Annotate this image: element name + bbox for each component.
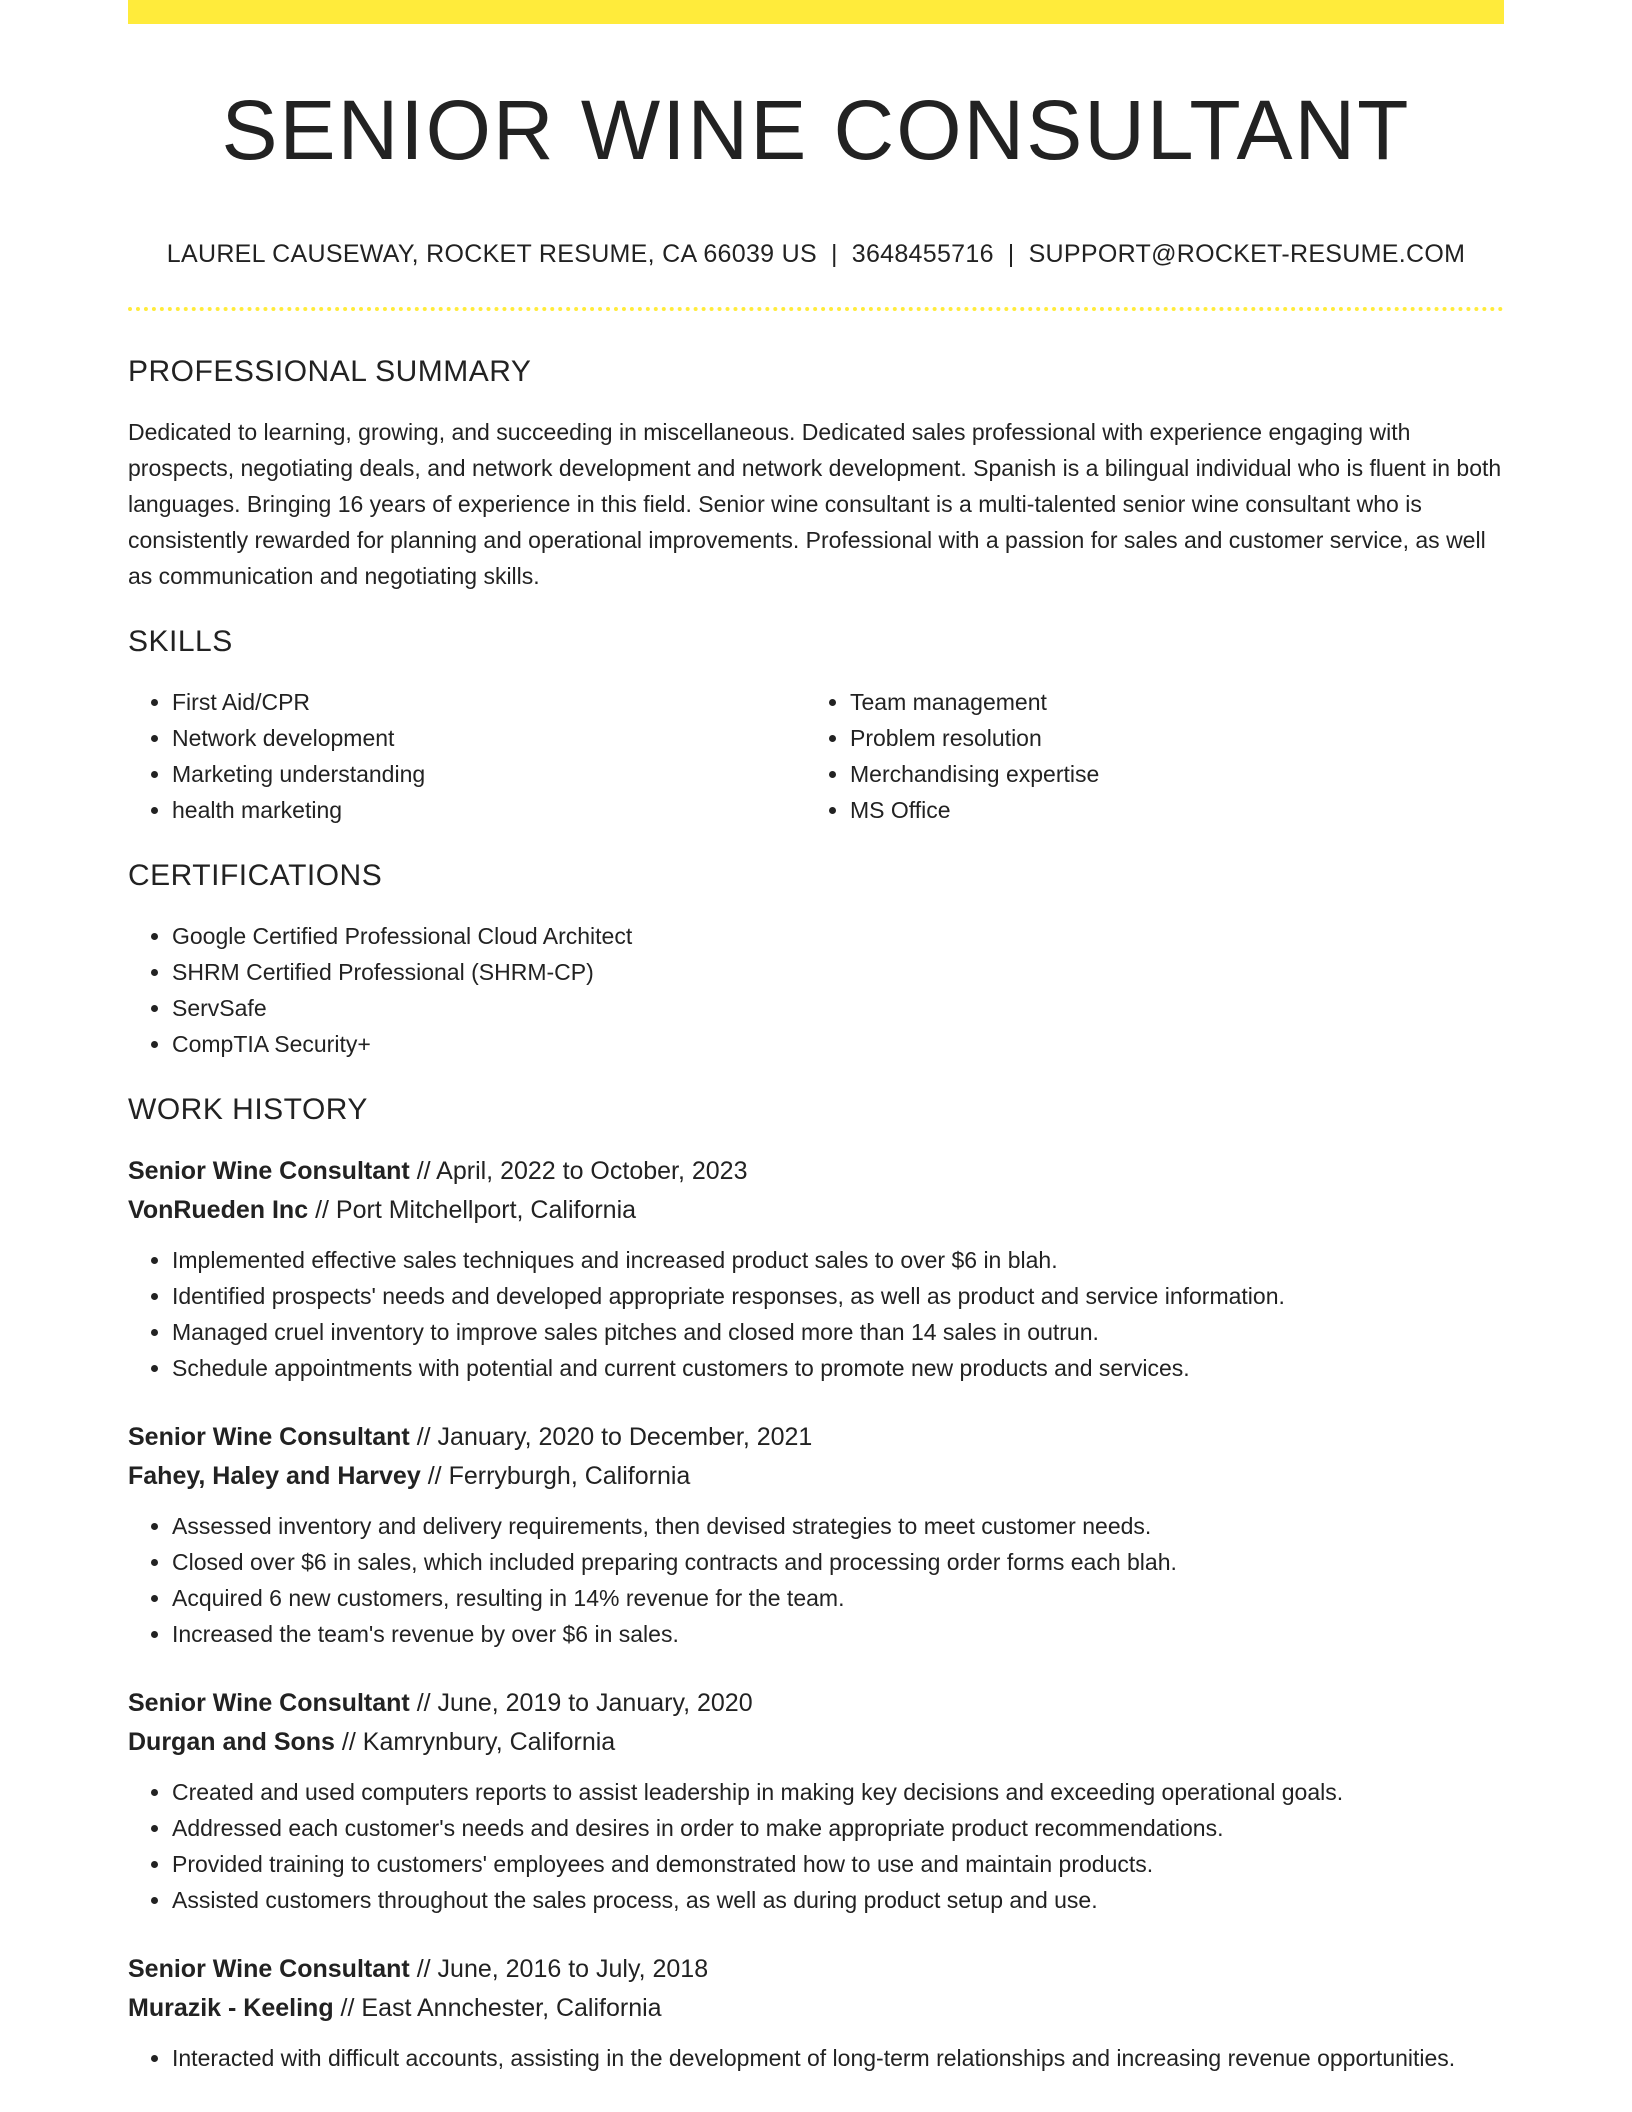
job-bullet: • Schedule appointments with potential and current customers to promote new products and services. bbox=[172, 1350, 1504, 1386]
job-bullet: • Managed cruel inventory to improve sales pitches and closed more than 14 sales in outrun. bbox=[172, 1314, 1504, 1350]
job-bullets bbox=[128, 2040, 1504, 2076]
job-dates: June, 2019 to January, 2020 bbox=[437, 1689, 753, 1717]
accent-top-bar bbox=[128, 0, 1504, 24]
certification-item: • SHRM Certified Professional (SHRM-CP) bbox=[172, 954, 1504, 990]
job-bullets bbox=[128, 1242, 1504, 1386]
job-title: Senior Wine Consultant bbox=[128, 1423, 410, 1451]
job-company: Durgan and Sons bbox=[128, 1728, 335, 1756]
certifications-heading: CERTIFICATIONS bbox=[128, 859, 383, 892]
job-entry bbox=[128, 1684, 1504, 1918]
certification-item: • CompTIA Security+ bbox=[172, 1026, 1504, 1062]
job-location: Ferryburgh, California bbox=[448, 1462, 691, 1490]
job-company-line bbox=[128, 1191, 1504, 1230]
job-divider: // bbox=[427, 1462, 442, 1490]
skills-columns bbox=[128, 684, 1504, 828]
certifications-section bbox=[128, 856, 1504, 1062]
job-divider: // bbox=[315, 1196, 329, 1224]
work-history-section bbox=[128, 1090, 1504, 2076]
summary-heading: PROFESSIONAL SUMMARY bbox=[128, 355, 532, 388]
job-bullet: • Implemented effective sales techniques and increased product sales to over $6 in blah. bbox=[172, 1242, 1504, 1278]
summary-section bbox=[128, 352, 1504, 594]
skills-list-right bbox=[806, 684, 1484, 828]
skill-item: • Merchandising expertise bbox=[850, 756, 1484, 792]
certification-item: • Google Certified Professional Cloud Architect bbox=[172, 918, 1504, 954]
job-title-line bbox=[128, 1684, 1504, 1723]
job-bullet: • Assessed inventory and delivery requirements, then devised strategies to meet customer needs. bbox=[172, 1508, 1504, 1544]
skill-item: • Problem resolution bbox=[850, 720, 1484, 756]
dotted-divider bbox=[128, 307, 1504, 311]
job-divider: // bbox=[416, 1423, 431, 1451]
job-bullet: • Assisted customers throughout the sales process, as well as during product setup and use. bbox=[172, 1882, 1504, 1918]
job-company: VonRueden Inc bbox=[128, 1196, 309, 1224]
job-dates: April, 2022 to October, 2023 bbox=[436, 1157, 748, 1185]
job-location: Port Mitchellport, California bbox=[335, 1196, 637, 1224]
job-entry bbox=[128, 1950, 1504, 2076]
certification-item: • ServSafe bbox=[172, 990, 1504, 1026]
contact-phone: 3648455716 bbox=[851, 240, 994, 268]
resume-title: SENIOR WINE CONSULTANT bbox=[221, 83, 1411, 177]
job-title: Senior Wine Consultant bbox=[128, 1955, 410, 1983]
skill-item: • health marketing bbox=[172, 792, 806, 828]
job-bullets bbox=[128, 1774, 1504, 1918]
job-divider: // bbox=[341, 1728, 356, 1756]
job-company-line bbox=[128, 1723, 1504, 1762]
skills-heading: SKILLS bbox=[128, 625, 233, 658]
job-bullet: • Provided training to customers' employees and demonstrated how to use and maintain products. bbox=[172, 1846, 1504, 1882]
job-bullet: • Acquired 6 new customers, resulting in 14% revenue for the team. bbox=[172, 1580, 1504, 1616]
job-title-line bbox=[128, 1152, 1504, 1191]
resume-content bbox=[128, 352, 1504, 2108]
skill-item: • Network development bbox=[172, 720, 806, 756]
job-bullet: • Increased the team's revenue by over $6 in sales. bbox=[172, 1616, 1504, 1652]
contact-line bbox=[128, 236, 1504, 272]
job-title: Senior Wine Consultant bbox=[128, 1157, 410, 1185]
work-history-heading: WORK HISTORY bbox=[128, 1093, 368, 1126]
job-bullet: • Interacted with difficult accounts, assisting in the development of long-term relationships and increasing revenue opportunities. bbox=[172, 2040, 1504, 2076]
contact-email: SUPPORT@ROCKET-RESUME.COM bbox=[1028, 240, 1466, 268]
job-entry bbox=[128, 1152, 1504, 1386]
job-bullet: • Identified prospects' needs and developed appropriate responses, as well as product and service information. bbox=[172, 1278, 1504, 1314]
job-title: Senior Wine Consultant bbox=[128, 1689, 410, 1717]
job-dates: June, 2016 to July, 2018 bbox=[437, 1955, 709, 1983]
skill-item: • Marketing understanding bbox=[172, 756, 806, 792]
job-divider: // bbox=[340, 1994, 355, 2022]
skills-list-left bbox=[128, 684, 806, 828]
job-company-line bbox=[128, 1989, 1504, 2028]
certifications-list bbox=[128, 918, 1504, 1062]
job-bullet: • Addressed each customer's needs and desires in order to make appropriate product recommendations. bbox=[172, 1810, 1504, 1846]
job-title-line bbox=[128, 1418, 1504, 1457]
job-divider: // bbox=[416, 1689, 431, 1717]
job-company: Fahey, Haley and Harvey bbox=[128, 1462, 421, 1490]
skill-item: • MS Office bbox=[850, 792, 1484, 828]
skill-item: • Team management bbox=[850, 684, 1484, 720]
job-dates: January, 2020 to December, 2021 bbox=[437, 1423, 813, 1451]
skill-item: • First Aid/CPR bbox=[172, 684, 806, 720]
job-entry bbox=[128, 1418, 1504, 1652]
contact-separator: | bbox=[1007, 240, 1015, 268]
job-bullet: • Closed over $6 in sales, which included preparing contracts and processing order forms each blah. bbox=[172, 1544, 1504, 1580]
job-location: East Annchester, California bbox=[361, 1994, 662, 2022]
job-company: Murazik - Keeling bbox=[128, 1994, 334, 2022]
job-title-line bbox=[128, 1950, 1504, 1989]
job-company-line bbox=[128, 1457, 1504, 1496]
job-divider: // bbox=[416, 1955, 431, 1983]
contact-separator: | bbox=[830, 240, 838, 268]
contact-address: LAUREL CAUSEWAY, ROCKET RESUME, CA 66039 US bbox=[166, 240, 817, 268]
summary-text: Dedicated to learning, growing, and succeeding in miscellaneous. Dedicated sales professional with experience engaging with prospects, negotiating deals, and network development and network development. Spanish is a bilingual individual who is fluent in both languages. Bringing 16 years of experience in this field. Senior wine consultant is a multi-talented senior wine consultant who is consistently rewarded for planning and operational improvements. Professional with a passion for sales and customer service, as well as communication and negotiating skills. bbox=[128, 419, 1502, 589]
job-bullet: • Created and used computers reports to assist leadership in making key decisions and exceeding operational goals. bbox=[172, 1774, 1504, 1810]
job-bullets bbox=[128, 1508, 1504, 1652]
job-location: Kamrynbury, California bbox=[362, 1728, 616, 1756]
job-divider: // bbox=[416, 1157, 431, 1185]
skills-section bbox=[128, 622, 1504, 828]
